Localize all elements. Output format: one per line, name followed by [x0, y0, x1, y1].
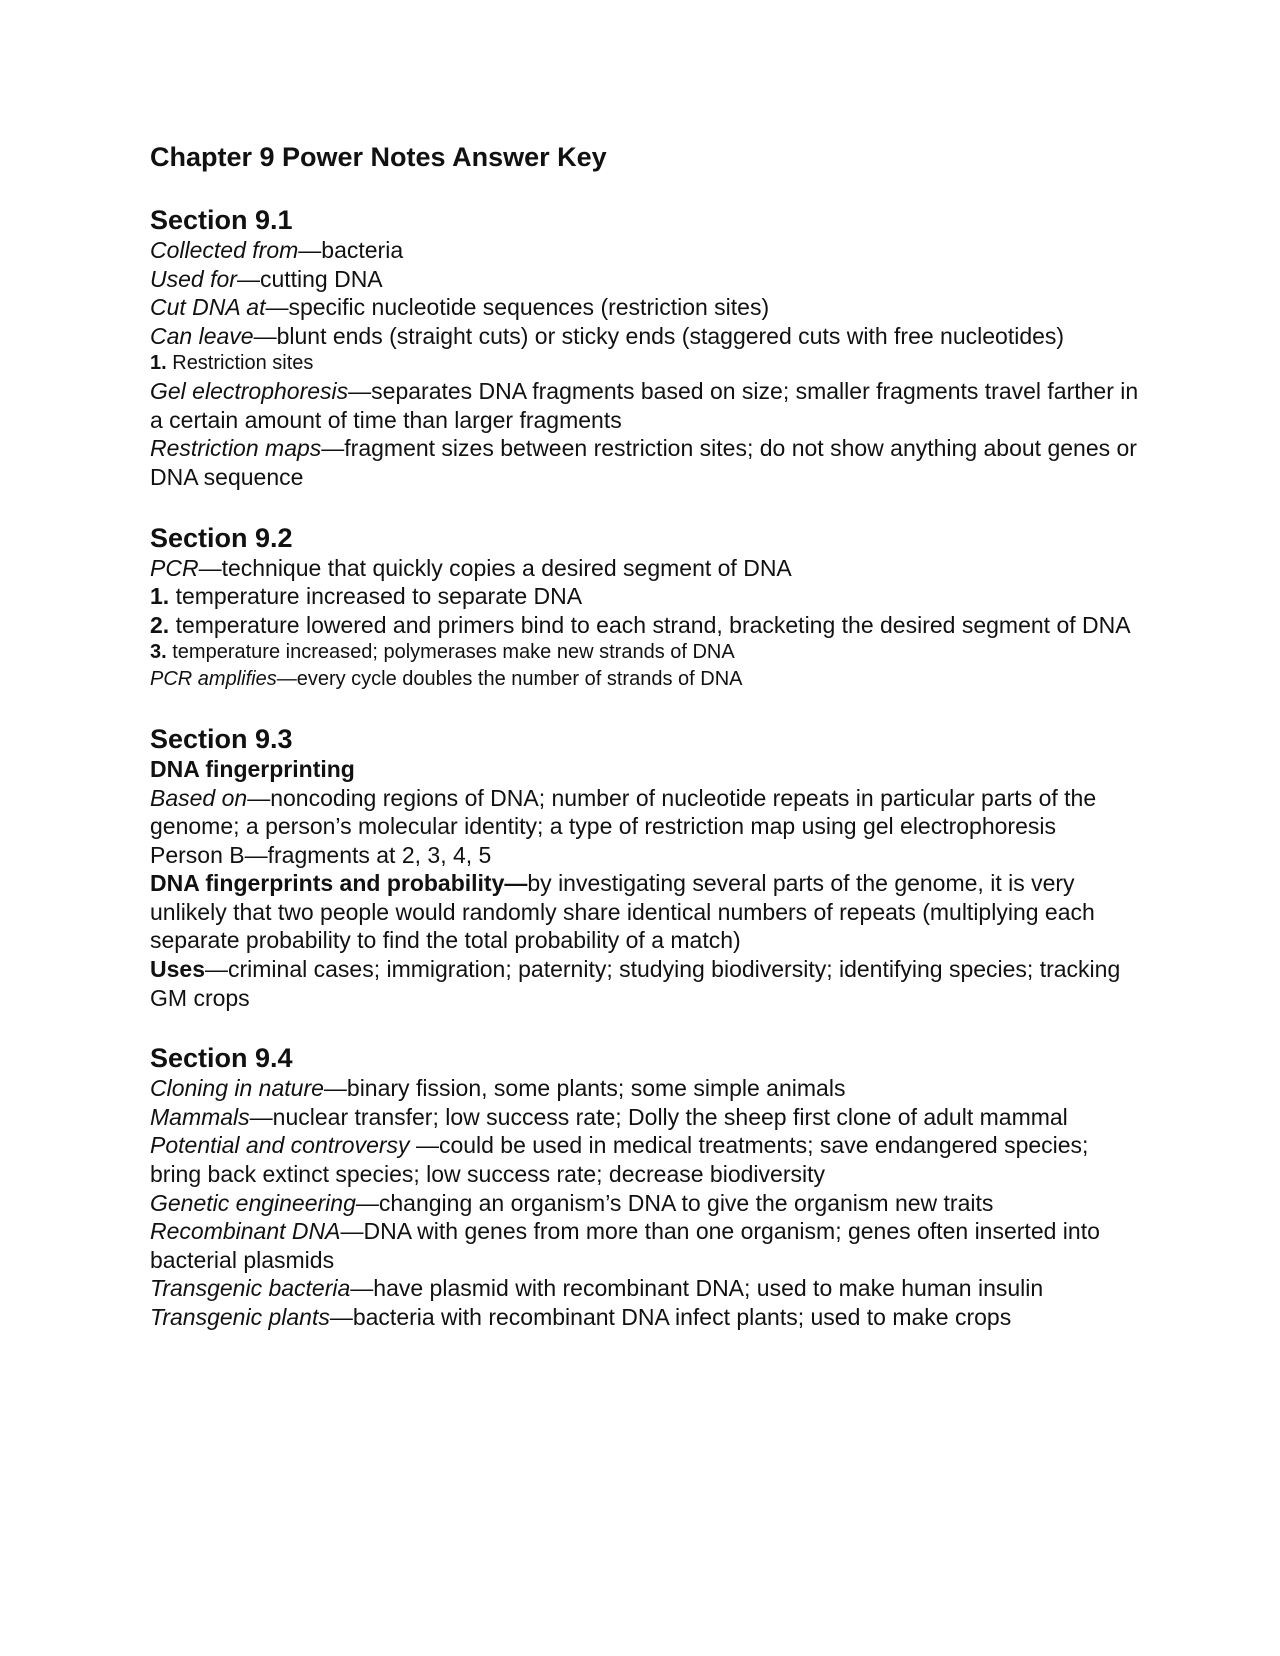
- note-term: Used for: [150, 265, 237, 292]
- numbered-line: [150, 582, 1140, 611]
- numbered-line: [150, 639, 1140, 666]
- note-text: temperature increased; polymerases make new strands of DNA: [166, 641, 735, 664]
- note-line: [150, 322, 1140, 351]
- note-line: [150, 293, 1140, 322]
- document-page: [150, 140, 1140, 1362]
- step-number: 1.: [150, 352, 167, 375]
- note-text: —specific nucleotide sequences (restriction sites): [265, 294, 770, 321]
- step-number: 2.: [150, 611, 170, 638]
- note-term: Transgenic plants: [150, 1304, 330, 1331]
- note-line: [150, 1274, 1140, 1303]
- note-term: Gel electrophoresis: [150, 378, 349, 405]
- note-term: Can leave: [150, 322, 254, 349]
- note-line: [150, 1189, 1140, 1218]
- note-text: —cutting DNA: [236, 265, 383, 292]
- note-term: Potential and controversy: [150, 1132, 416, 1159]
- note-term: Cloning in nature: [150, 1075, 324, 1102]
- note-term: PCR: [150, 554, 199, 581]
- note-text: —every cycle doubles the number of strands of DNA: [276, 668, 743, 691]
- note-line: [150, 434, 1140, 491]
- note-text: —fragment sizes between restriction sites; do not show anything about genes or DNA sequence: [150, 435, 1137, 490]
- numbered-line: [150, 350, 1140, 377]
- section-9-4: [150, 1042, 1140, 1331]
- note-text: —DNA with genes from more than one organism; genes often inserted into bacterial plasmids: [150, 1218, 1100, 1273]
- note-text: temperature increased to separate DNA: [169, 583, 583, 610]
- note-line: [150, 1303, 1140, 1332]
- note-text: —technique that quickly copies a desired segment of DNA: [198, 554, 792, 581]
- note-text: by investigating several parts of the genome, it is very unlikely that two people would randomly share identical numbers of repeats (multiplying each separate probability to find the total probability of a match): [150, 870, 1095, 954]
- note-text: —have plasmid with recombinant DNA; used to make human insulin: [350, 1275, 1044, 1302]
- step-number: 3.: [150, 641, 167, 664]
- note-term: Restriction maps: [150, 435, 322, 462]
- note-line: [150, 265, 1140, 294]
- note-term: Uses: [150, 956, 205, 983]
- note-term: PCR amplifies: [150, 668, 277, 691]
- section-heading: Section 9.3: [150, 723, 293, 754]
- note-text: —bacteria: [298, 237, 404, 263]
- section-9-1: [150, 204, 1140, 492]
- note-line: [150, 377, 1140, 434]
- note-text: Restriction sites: [166, 352, 314, 375]
- note-line: [150, 955, 1140, 1012]
- note-line: [150, 784, 1140, 841]
- note-text: —blunt ends (straight cuts) or sticky ends (staggered cuts with free nucleotides): [253, 322, 1065, 349]
- section-heading: Section 9.4: [150, 1043, 293, 1074]
- note-line: [150, 666, 1140, 693]
- section-9-2: [150, 522, 1140, 693]
- note-text: —separates DNA fragments based on size; smaller fragments travel farther in a certain amount of time than larger fragments: [150, 378, 1139, 433]
- page-title: Chapter 9 Power Notes Answer Key: [150, 142, 607, 172]
- note-term: Based on: [150, 784, 248, 811]
- step-number: 1.: [150, 583, 170, 610]
- note-text: —changing an organism’s DNA to give the organism new traits: [355, 1189, 994, 1216]
- note-term: Mammals: [150, 1103, 250, 1130]
- section-heading: Section 9.2: [150, 522, 293, 553]
- note-text: —could be used in medical treatments; save endangered species; bring back extinct species; low success rate; decrease biodiversity: [150, 1132, 1089, 1188]
- subheading: DNA fingerprinting: [150, 755, 355, 782]
- note-line: [150, 236, 1140, 265]
- note-line: Person B—fragments at 2, 3, 4, 5: [150, 841, 492, 868]
- note-line: [150, 1074, 1140, 1103]
- note-text: temperature lowered and primers bind to each strand, bracketing the desired segment of DNA: [169, 611, 1131, 638]
- note-line: [150, 554, 1140, 583]
- note-text: —binary fission, some plants; some simple animals: [323, 1075, 846, 1102]
- note-term: DNA fingerprints and probability—: [150, 870, 528, 897]
- note-term: Recombinant DNA: [150, 1218, 341, 1245]
- note-line: [150, 1131, 1140, 1188]
- note-line: [150, 1103, 1140, 1132]
- note-term: Cut DNA at: [150, 294, 266, 321]
- section-heading: Section 9.1: [150, 205, 293, 235]
- note-term: Genetic engineering: [150, 1189, 356, 1216]
- note-line: [150, 1217, 1140, 1274]
- numbered-line: [150, 611, 1140, 640]
- note-term: Collected from: [150, 237, 299, 263]
- note-text: —noncoding regions of DNA; number of nucleotide repeats in particular parts of the genome; a person’s molecular identity; a type of restriction map using gel electrophoresis: [150, 784, 1097, 840]
- note-term: Transgenic bacteria: [150, 1275, 351, 1302]
- note-text: —nuclear transfer; low success rate; Dolly the sheep first clone of adult mammal: [249, 1103, 1068, 1130]
- note-text: —bacteria with recombinant DNA infect plants; used to make crops: [329, 1304, 1012, 1331]
- note-text: —criminal cases; immigration; paternity; studying biodiversity; identifying species; tracking GM crops: [150, 956, 1121, 1011]
- note-line: [150, 869, 1140, 955]
- section-9-3: [150, 723, 1140, 1012]
